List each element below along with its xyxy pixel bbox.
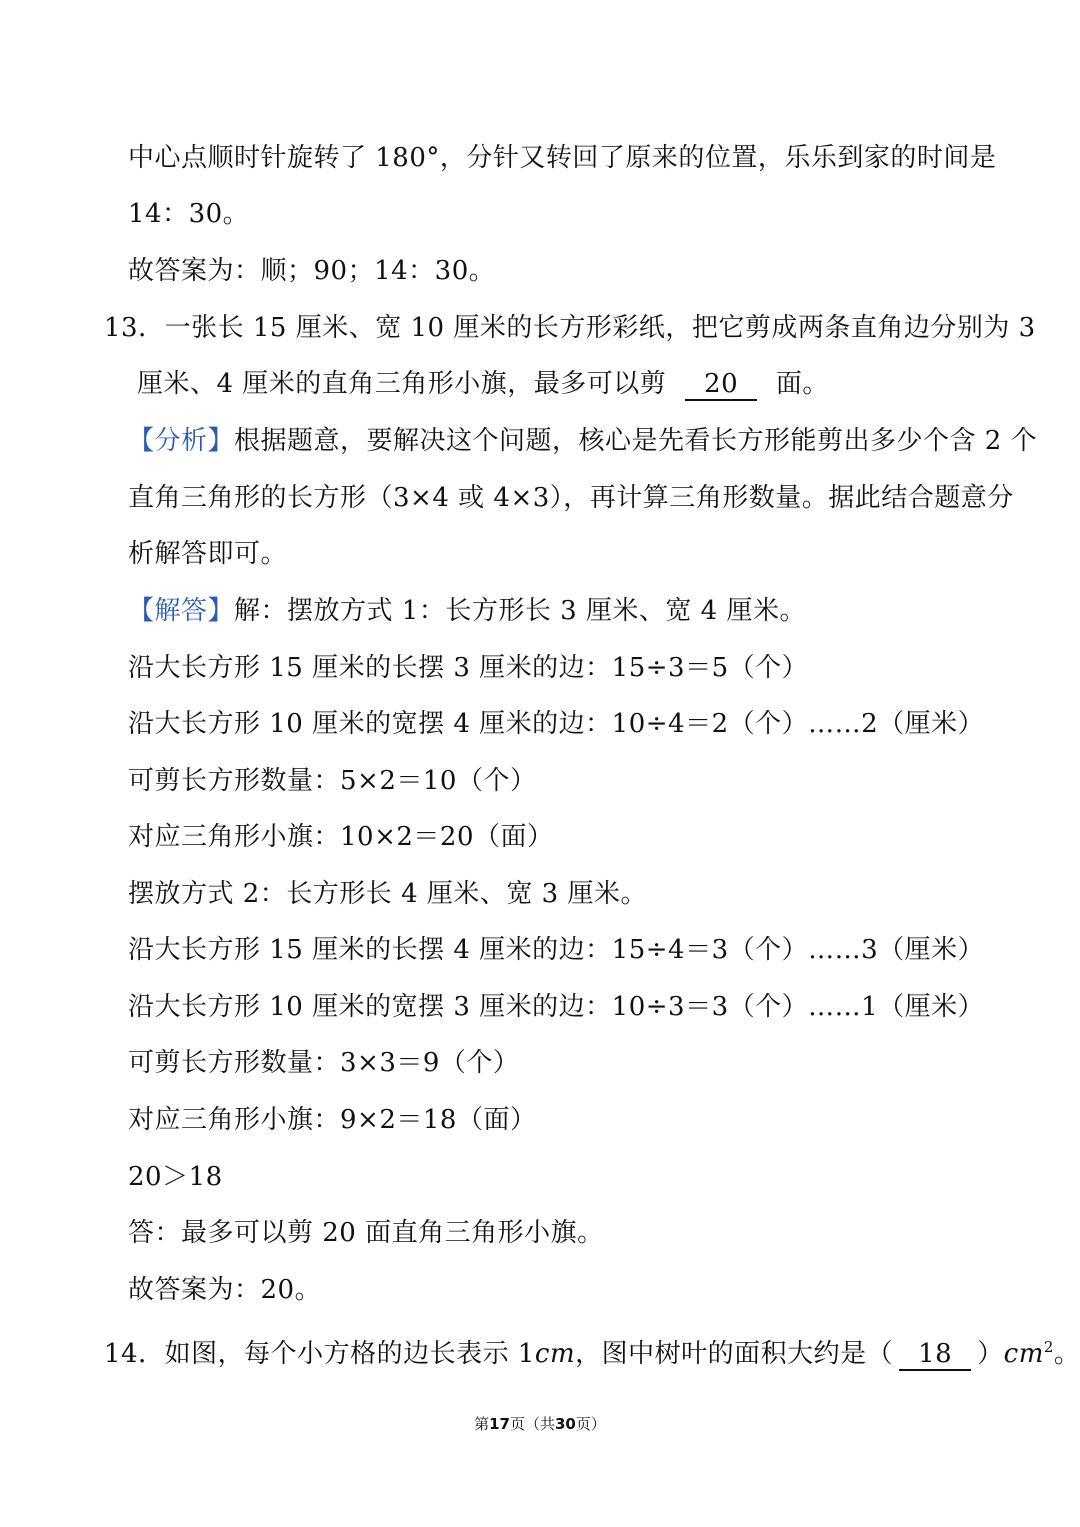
solution-step: 20＞18	[128, 1162, 223, 1192]
solution-intro: 解：摆放方式 1：长方形长 3 厘米、宽 4 厘米。	[234, 596, 806, 626]
analysis-text-line1: 根据题意，要解决这个问题，核心是先看长方形能剪出多少个含 2 个	[234, 426, 1038, 456]
solution-intro-line	[128, 594, 806, 628]
solution-step: 对应三角形小旗：9×2＝18（面）	[128, 1105, 537, 1135]
solution-step: 沿大长方形 15 厘米的长摆 4 厘米的边：15÷4＝3（个）……3（厘米）	[128, 935, 985, 965]
analysis-label: 【分析】	[128, 426, 235, 456]
solution-step: 可剪长方形数量：5×2＝10（个）	[128, 766, 537, 796]
solution-step: 故答案为：20。	[128, 1275, 322, 1305]
solution-step: 可剪长方形数量：3×3＝9（个）	[128, 1048, 520, 1078]
footer-prefix: 第	[474, 1415, 490, 1433]
question-14-text-middle: ，图中树叶的面积大约是（	[575, 1339, 894, 1369]
question-14-text-before: 如图，每个小方格的边长表示 1	[164, 1339, 535, 1369]
question-14-number: 14．	[104, 1339, 165, 1369]
footer-total-pages: 30	[555, 1415, 576, 1433]
question-14-text-end: 。	[1053, 1339, 1080, 1369]
solution-step: 答：最多可以剪 20 面直角三角形小旗。	[128, 1218, 604, 1248]
page-footer	[0, 1414, 1080, 1434]
question-14-line	[104, 1330, 1080, 1371]
prev-answer-final: 故答案为：顺；90；14：30。	[128, 256, 496, 286]
solution-step: 摆放方式 2：长方形长 4 厘米、宽 3 厘米。	[128, 879, 647, 909]
solution-label: 【解答】	[128, 596, 235, 626]
footer-suffix: 页）	[575, 1415, 606, 1433]
solution-step: 对应三角形小旗：10×2＝20（面）	[128, 822, 554, 852]
prev-answer-line1: 中心点顺时针旋转了 180°，分针又转回了原来的位置，乐乐到家的时间是	[128, 143, 997, 173]
footer-middle: 页（共	[509, 1415, 555, 1433]
question-14-unit-cm: cm	[534, 1339, 576, 1369]
solution-step: 沿大长方形 15 厘米的长摆 3 厘米的边：15÷3＝5（个）	[128, 653, 809, 683]
solution-step: 沿大长方形 10 厘米的宽摆 4 厘米的边：10÷4＝2（个）……2（厘米）	[128, 709, 985, 739]
question-13-text-end: 面。	[775, 369, 829, 399]
question-13-number: 13．	[104, 313, 165, 343]
question-13-text-part1: 一张长 15 厘米、宽 10 厘米的长方形彩纸，把它剪成两条直角边分别为 3	[164, 313, 1036, 343]
analysis-line3: 析解答即可。	[128, 539, 288, 569]
prev-answer-line2: 14：30。	[128, 199, 250, 229]
question-13-line1	[104, 311, 1036, 345]
question-14-unit-exponent: 2	[1043, 1338, 1054, 1356]
question-13-answer-blank: 20	[685, 369, 757, 401]
question-13-line2	[137, 367, 829, 401]
solution-step: 沿大长方形 10 厘米的宽摆 3 厘米的边：10÷3＝3（个）……1（厘米）	[128, 992, 985, 1022]
question-14-unit-cm2: cm	[1003, 1339, 1044, 1369]
footer-page-number: 17	[489, 1415, 510, 1433]
question-13-text-part2: 厘米、4 厘米的直角三角形小旗，最多可以剪	[137, 369, 667, 399]
question-14-answer-blank: 18	[899, 1339, 971, 1371]
analysis-line1	[128, 424, 1037, 458]
analysis-line2: 直角三角形的长方形（3×4 或 4×3），再计算三角形数量。据此结合题意分	[128, 483, 1014, 513]
question-14-text-close: ）	[977, 1339, 1004, 1369]
